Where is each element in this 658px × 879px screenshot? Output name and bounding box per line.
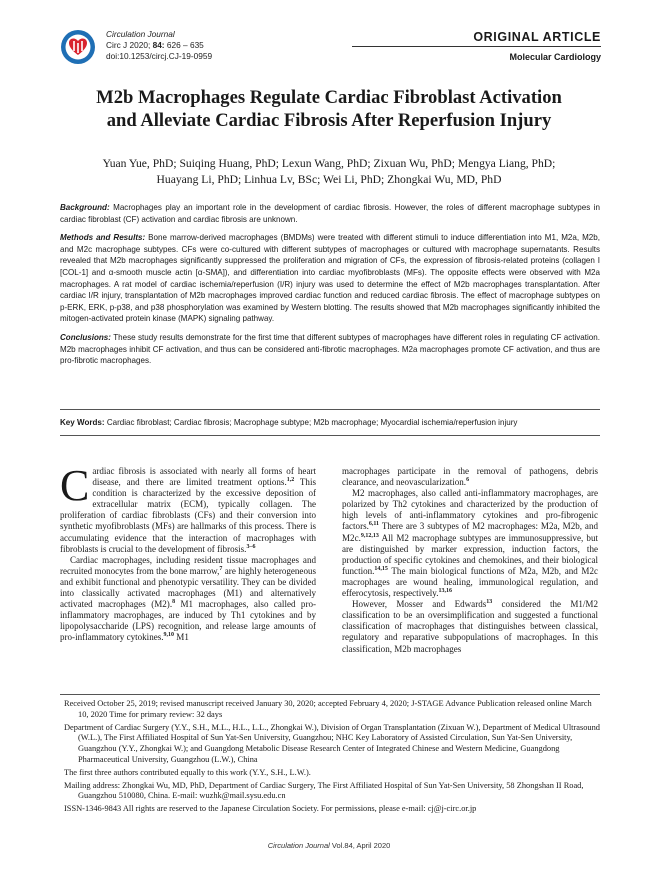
journal-info: [106, 29, 212, 62]
keywords: Key Words: Cardiac fibroblast; Cardiac fibrosis; Macrophage subtype; M2b macrophage; Myocardial ischemia/reperfusion injury: [60, 418, 518, 427]
header-rule: [352, 46, 601, 47]
body-paragraph: Cardiac macrophages, including resident tissue macrophages and recruited monocytes from the bone marrow,$^7$ are highly heterogeneous and exhibit functional and phenotypic versatility. They can be divided into classically activated macrophages (M1) and alternatively activated macrophages (M2).$^8$ M1 macrophages, also called pro-inflammatory macrophages, are induced by Th1 cytokines and by lipopolysaccharide (LPS) recognition, and release large amounts of pro-inflammatory cytokines.$^{9,10}$ M1: [60, 554, 317, 643]
body-paragraph: Cardiac fibrosis is associated with nearly all forms of heart disease, and there are limited treatment options.$^{1,2}$ This condition is characterized by the excessive deposition of extracellular matrix (ECM), typically collagen. The proliferation of cardiac fibroblasts (CFs) and their conversion into synthetic myofibroblasts (MFs) are hallmarks of this process. There is accumulating evidence that the interaction of macrophages with fibroblasts is crucial to the development of fibrosis.$^{3-6}$: [60, 461, 316, 554]
body-column-right: [342, 466, 598, 655]
body-paragraph: macrophages participate in the removal of pathogens, debris clearance, and neovascularization.$^6$: [342, 466, 598, 488]
body-column-left: [60, 461, 317, 644]
circulation-journal-logo-icon: [60, 29, 96, 65]
section-name: Molecular Cardiology: [509, 52, 601, 62]
abstract: [60, 202, 600, 374]
abstract-background: Background: Macrophages play an important role in the development of cardiac fibrosis. However, the roles of different macrophage subtypes in cardiac fibroblast (CF) activation and cardiac fibrosis are unknown.: [60, 203, 600, 224]
abstract-conclusions: Conclusions: These study results demonstrate for the first time that different subtypes of macrophages have different roles in regulating CF activation. M2b macrophages inhibit CF activation, and thus can be considered anti-fibrotic macrophages. M2a macrophages promote CF activation, and thus are pro-fibrotic macrophages.: [60, 332, 600, 366]
body-paragraph: M2 macrophages, also called anti-inflammatory macrophages, are polarized by Th2 cytokines and characterized by the production of high levels of anti-inflammatory cytokines and pro-fibrogenic factors.$^{6,11}$ There are 3 subtypes of M2 macrophages: M2a, M2b, and M2c.$^{9,12,13}$ All M2 macrophage subtypes are immunosuppressive, but are distinguished by marker expression, induction factors, the production of specific cytokines and chemokines, and their biological function.$^{14,15}$ The main biological functions of M2a, M2b, and M2c macrophages are wound healing, immunological regulation, and efferocytosis, respectively.$^{13,16}$: [342, 488, 598, 599]
abstract-methods: Methods and Results: Bone marrow-derived macrophages (BMDMs) were treated with different stimuli to induce differentiation into M1, M2a, M2b, and M2c macrophage subtypes. CFs were co-cultured with different subtypes of macrophages or cultured with macrophage supernatants. Results revealed that M2b macrophages significantly suppressed the proliferation and migration of CFs, the expression of fibrosis-related proteins (collagen I [COL-1] and α-smooth muscle actin [α-SMA]), and differentiation into cardiac myofibroblasts (MFs). The opposite effects were observed with M2a macrophages. A rat model of cardiac ischemia/reperfusion (I/R) injury was used to determine the effect of M2b macrophages transplantation. After cardiac I/R injury, transplantation of M2b macrophages improved cardiac function and reduced cardiac fibrosis. The effect of macrophage subtypes on p-ERK, ERK, p-p38, and p38 phosphorylation was examined by Western blotting. The results showed that M2b macrophages significantly inhibited the mitogen-activated protein kinase (MAPK) signaling pathway.: [60, 233, 600, 324]
doi: doi:10.1253/circj.CJ-19-0959: [106, 51, 213, 61]
footnote-rule: [60, 694, 600, 695]
keywords-top-rule: [60, 409, 600, 410]
page-footer: Circulation Journal Vol.84, April 2020: [267, 841, 391, 850]
author-list: Yuan Yue, PhD; Suiqing Huang, PhD; Lexun Wang, PhD; Zixuan Wu, PhD; Mengya Liang, PhD; Huayang Li, PhD; Linhua Lv, BSc; Wei Li, PhD; Zhongkai Wu, MD, PhD: [102, 157, 556, 186]
drop-cap: C: [60, 461, 90, 510]
keywords-bottom-rule: [60, 435, 600, 436]
footnote-mailing-address: Mailing address: Zhongkai Wu, MD, PhD, Department of Cardiac Surgery, The First Affiliated Hospital of Sun Yat-Sen University, 58 Zhongshan II Road, Guangzhou 510080, China. E-mail: wuzhk@mail.sysu.edu.cn: [64, 780, 584, 801]
footnotes: [64, 699, 600, 817]
citation: Circ J 2020; 84: 626 – 635: [106, 40, 204, 50]
footnote-received: Received October 25, 2019; revised manuscript received January 30, 2020; accepted February 4, 2020; J-STAGE Advance Publication released online March 10, 2020 Time for primary review: 32 days: [64, 699, 592, 719]
footnote-equal-contribution: The first three authors contributed equally to this work (Y.Y., S.H., L.W.).: [64, 767, 311, 777]
footnote-issn: ISSN-1346-9843 All rights are reserved to the Japanese Circulation Society. For permissions, please e-mail: cj@j-circ.or.jp: [64, 804, 477, 814]
journal-name: Circulation Journal: [106, 29, 175, 39]
article-type: ORIGINAL ARTICLE: [473, 30, 601, 44]
article-title: M2b Macrophages Regulate Cardiac Fibroblast Activation and Alleviate Cardiac Fibrosis After Reperfusion Injury: [96, 87, 562, 131]
footnote-affiliations: Department of Cardiac Surgery (Y.Y., S.H., M.L., H.L., L.L., Zhongkai W.), Division of Organ Transplantation (Zixuan W.), Department of Medical Ultrasound (W.L.), The First Affiliated Hospital of Sun Yat-Sen University, Guangzhou; NHC Key Laboratory of Assisted Circulation, Sun Yat-Sen University, Guangzhou (Y.Y., Zhongkai W.); and Guangdong Metabolic Disease Research Center of Integrated Chinese and Western Medicine, Guangdong Pharmaceutical University, Guangzhou (L.W.), China: [64, 722, 600, 764]
body-paragraph: However, Mosser and Edwards$^{13}$ considered the M1/M2 classification to be an oversimplification and suggested a functional classification of macrophages that distinguishes between classical, regulatory and reparative subpopulations of macrophages. In this classification, M2b macrophages: [342, 599, 598, 654]
